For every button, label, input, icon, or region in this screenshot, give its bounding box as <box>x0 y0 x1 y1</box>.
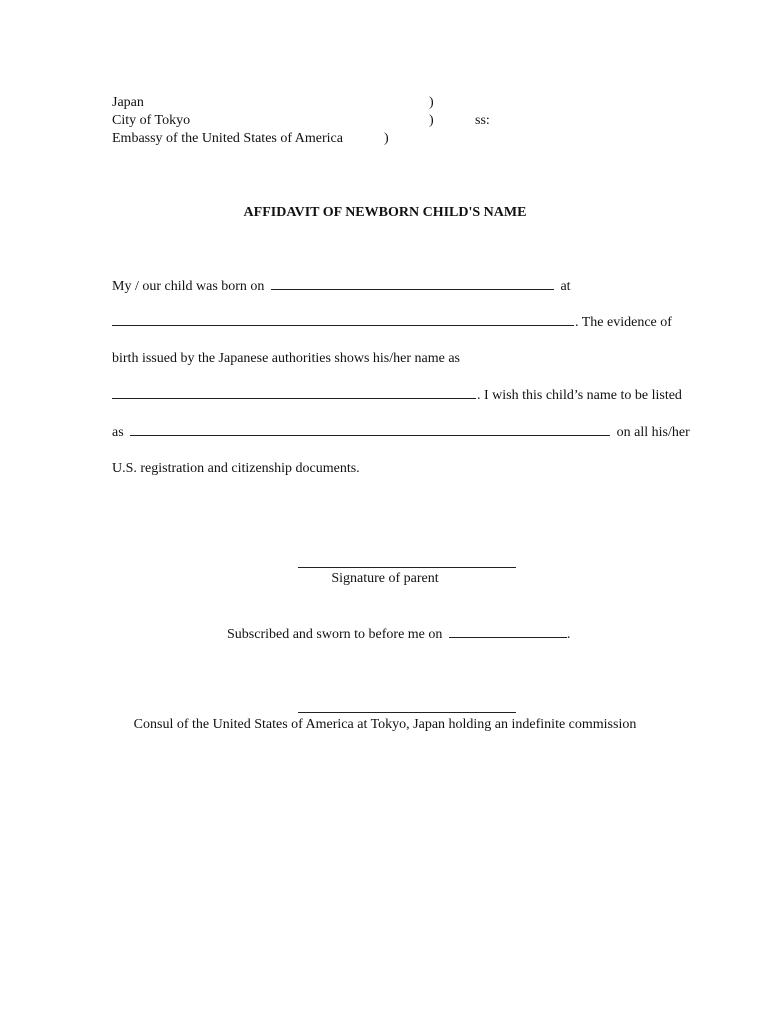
body-line-2 <box>112 313 672 332</box>
consul-signature-label: Consul of the United States of America at Tokyo, Japan holding an indefinite commission <box>133 717 637 732</box>
body-line-3: birth issued by the Japanese authorities shows his/her name as <box>112 351 460 366</box>
evidence-label: . The evidence of <box>575 315 672 330</box>
sworn-period: . <box>566 627 571 642</box>
body-line-1 <box>112 277 571 296</box>
birth-date-field[interactable] <box>271 277 554 290</box>
consul-signature-line[interactable] <box>298 712 516 713</box>
caption-ss: ss: <box>475 113 490 128</box>
sworn-date-field[interactable] <box>449 625 567 638</box>
on-all-label: on all his/her <box>616 425 690 440</box>
caption-paren-2: ) <box>429 113 434 128</box>
document-title: AFFIDAVIT OF NEWBORN CHILD'S NAME <box>243 205 527 220</box>
parent-signature-line[interactable] <box>298 567 516 568</box>
caption-paren-1: ) <box>429 95 434 110</box>
sworn-line <box>227 625 570 644</box>
caption-country: Japan <box>112 95 144 110</box>
us-name-field[interactable] <box>130 423 610 436</box>
body-line-4 <box>112 386 682 405</box>
as-label: as <box>112 425 124 440</box>
sworn-label: Subscribed and sworn to before me on <box>227 627 443 642</box>
at-label: at <box>560 279 571 294</box>
caption-paren-3: ) <box>384 131 389 146</box>
caption-embassy: Embassy of the United States of America <box>112 131 343 146</box>
parent-signature-label: Signature of parent <box>331 571 439 586</box>
body-line-5 <box>112 423 690 442</box>
birth-place-field[interactable] <box>112 313 574 326</box>
body-line-6: U.S. registration and citizenship documents. <box>112 461 360 476</box>
japanese-name-field[interactable] <box>112 386 476 399</box>
wish-label: . I wish this child’s name to be listed <box>477 388 682 403</box>
born-on-label: My / our child was born on <box>112 279 265 294</box>
caption-city: City of Tokyo <box>112 113 191 128</box>
